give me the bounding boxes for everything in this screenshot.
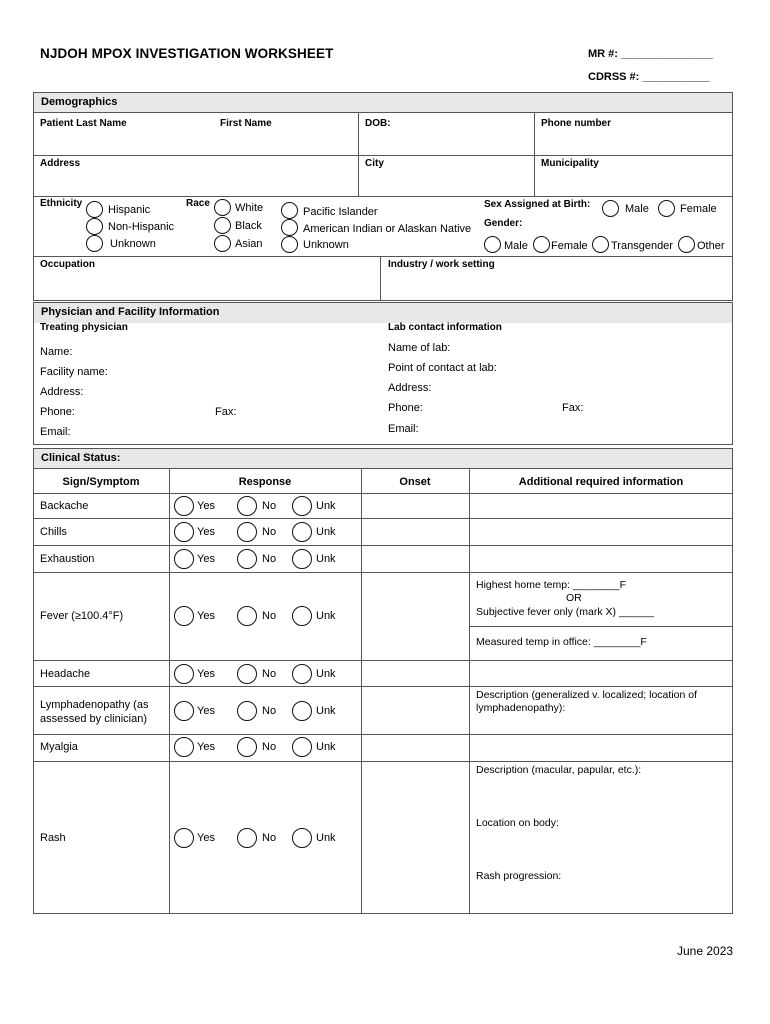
gender-label: Gender: [484,218,523,229]
response-label: Yes [197,668,215,680]
gender-option-label: Other [697,240,725,252]
headache-unk-radio[interactable] [292,664,312,684]
gender-option-label: Male [504,240,528,252]
race-option-label: White [235,202,264,214]
fever-unk-radio[interactable] [292,606,312,626]
myalgia-yes-radio[interactable] [174,737,194,757]
myalgia-no-radio[interactable] [237,737,257,757]
phone-number-field[interactable]: Phone number [541,118,612,129]
divider [33,545,733,546]
gender-option-label: Transgender [611,240,673,252]
mr-number-field[interactable]: MR #: _______________ [588,48,713,60]
divider [469,626,733,627]
divider [33,256,733,257]
column-header: Sign/Symptom [62,476,140,488]
response-label: No [262,526,277,538]
response-label: No [262,705,277,717]
response-label: Yes [197,705,215,717]
race-black-radio[interactable] [214,217,231,234]
sex-option-label: Male [625,203,649,215]
divider [358,112,359,196]
industry-field[interactable]: Industry / work setting [388,259,495,270]
divider [33,155,733,156]
lymphadenopathy-unk-radio[interactable] [292,701,312,721]
rash-yes-radio[interactable] [174,828,194,848]
patient-last-name-field[interactable]: Patient Last Name [40,118,127,129]
lymphadenopathy-yes-radio[interactable] [174,701,194,721]
divider [33,761,733,762]
race-option-label: Unknown [303,239,349,251]
municipality-field[interactable]: Municipality [541,158,599,169]
fever-yes-radio[interactable] [174,606,194,626]
divider [33,518,733,519]
response-label: Unk [316,553,336,565]
divider [33,493,733,494]
page-title: NJDOH MPOX INVESTIGATION WORKSHEET [40,46,334,61]
race-asian-radio[interactable] [214,235,231,252]
race-unknown-radio[interactable] [281,236,298,253]
backache-unk-radio[interactable] [292,496,312,516]
demographics-section-header: Demographics [33,92,733,113]
symptom-label: Headache [40,668,91,680]
rash-no-radio[interactable] [237,828,257,848]
physician-address-field[interactable]: Address: [40,386,84,398]
footer-date: June 2023 [677,944,734,958]
fever-no-radio[interactable] [237,606,257,626]
response-label: Unk [316,705,336,717]
divider [380,256,381,301]
chills-yes-radio[interactable] [174,522,194,542]
lab-phone-field[interactable]: Phone: [388,402,423,414]
ethnicity-label: Ethnicity [40,198,83,209]
physician-fax-field[interactable]: Fax: [215,406,237,418]
rash-unk-radio[interactable] [292,828,312,848]
symptom-label: Lymphadenopathy (as assessed by clinician) [40,699,149,725]
sex-male-radio[interactable] [602,200,619,217]
response-label: Yes [197,500,215,512]
sex-female-radio[interactable] [658,200,675,217]
race-option-label: Asian [235,238,263,250]
response-label: Unk [316,668,336,680]
cdrss-number-field[interactable]: CDRSS #: ___________ [588,71,710,83]
lab-contact-label: Lab contact information [388,322,502,333]
symptom-label: Myalgia [40,741,78,753]
divider [361,468,362,914]
rash-description-field[interactable]: Description (macular, papular, etc.): [476,764,642,776]
race-white-radio[interactable] [214,199,231,216]
race-option-label: Black [235,220,262,232]
response-label: Unk [316,526,336,538]
sex-at-birth-label: Sex Assigned at Birth: [484,199,591,210]
symptom-label: Fever (≥100.4°F) [40,610,124,622]
exhaustion-no-radio[interactable] [237,549,257,569]
treating-physician-label: Treating physician [40,322,128,333]
gender-female-radio[interactable] [533,236,550,253]
divider [33,196,733,197]
divider [534,112,535,196]
physician-name-field[interactable]: Name: [40,346,73,358]
ethnicity-hispanic-radio[interactable] [86,201,103,218]
response-label: Yes [197,526,215,538]
race-label: Race [186,198,210,209]
lab-address-field[interactable]: Address: [388,382,432,394]
response-label: Unk [316,610,336,622]
response-label: Unk [316,832,336,844]
address-field[interactable]: Address [40,158,81,169]
gender-option-label: Female [551,240,588,252]
column-header: Onset [399,476,431,488]
ethnicity-option-label: Non-Hispanic [108,221,175,233]
physician-section-header: Physician and Facility Information [33,302,733,323]
physician-phone-field[interactable]: Phone: [40,406,75,418]
ethnicity-non-hispanic-radio[interactable] [86,218,103,235]
occupation-field[interactable]: Occupation [40,259,96,270]
chills-unk-radio[interactable] [292,522,312,542]
symptom-label: Backache [40,500,89,512]
response-label: Yes [197,741,215,753]
backache-yes-radio[interactable] [174,496,194,516]
lab-fax-field[interactable]: Fax: [562,402,584,414]
city-field[interactable]: City [365,158,384,169]
race-option-label: Pacific Islander [303,206,378,218]
divider [169,468,170,914]
fever-subjective-field[interactable]: Subjective fever only (mark X) ______ [476,606,655,618]
symptom-label: Rash [40,832,66,844]
response-label: Yes [197,553,215,565]
response-label: Yes [197,832,215,844]
race-pacific-islander-radio[interactable] [281,202,298,219]
symptom-label: Chills [40,526,67,538]
response-label: Yes [197,610,215,622]
response-label: Unk [316,500,336,512]
response-label: No [262,668,277,680]
gender-male-radio[interactable] [484,236,501,253]
lymphadenopathy-no-radio[interactable] [237,701,257,721]
gender-transgender-radio[interactable] [592,236,609,253]
clinical-section-header: Clinical Status: [33,448,733,469]
lab-email-field[interactable]: Email: [388,423,419,435]
exhaustion-unk-radio[interactable] [292,549,312,569]
divider [33,572,733,573]
divider [469,468,470,914]
fever-highest-temp-field[interactable]: Highest home temp: ________F [476,579,627,591]
response-label: No [262,500,277,512]
sex-option-label: Female [680,203,717,215]
race-option-label: American Indian or Alaskan Native [303,223,472,235]
fever-or-label: OR [566,592,582,604]
chills-no-radio[interactable] [237,522,257,542]
lymphadenopathy-description-field[interactable]: Description (generalized v. localized; location of lymphadenopathy): [476,689,698,714]
dob-field[interactable]: DOB: [365,118,391,129]
response-label: No [262,610,277,622]
fever-measured-temp-field[interactable]: Measured temp in office: ________F [476,636,647,648]
ethnicity-unknown-radio[interactable] [86,235,103,252]
headache-no-radio[interactable] [237,664,257,684]
response-label: No [262,832,277,844]
divider [33,686,733,687]
lab-name-field[interactable]: Name of lab: [388,342,451,354]
divider [33,734,733,735]
race-american-indian-radio[interactable] [281,219,298,236]
column-header: Response [238,476,292,488]
gender-other-radio[interactable] [678,236,695,253]
column-header: Additional required information [518,476,684,488]
backache-no-radio[interactable] [237,496,257,516]
exhaustion-yes-radio[interactable] [174,549,194,569]
physician-box [33,320,733,445]
ethnicity-option-label: Hispanic [108,204,151,216]
rash-location-field[interactable]: Location on body: [476,817,559,829]
divider [33,660,733,661]
first-name-field[interactable]: First Name [220,118,272,129]
facility-name-field[interactable]: Facility name: [40,366,108,378]
ethnicity-option-label: Unknown [110,238,156,250]
response-label: No [262,553,277,565]
symptom-label: Exhaustion [40,553,95,565]
myalgia-unk-radio[interactable] [292,737,312,757]
response-label: No [262,741,277,753]
physician-email-field[interactable]: Email: [40,426,71,438]
headache-yes-radio[interactable] [174,664,194,684]
lab-poc-field[interactable]: Point of contact at lab: [388,362,497,374]
response-label: Unk [316,741,336,753]
rash-progression-field[interactable]: Rash progression: [476,870,562,882]
